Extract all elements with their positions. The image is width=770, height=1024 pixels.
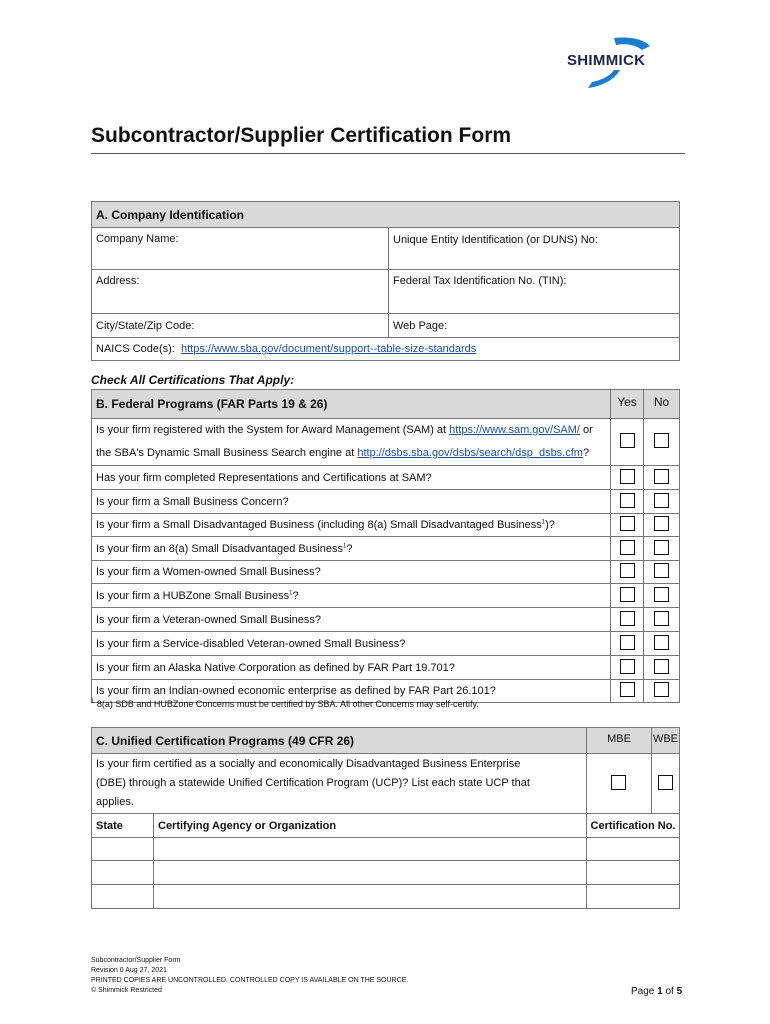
q4-suffix: )? [545, 519, 555, 531]
q11-no-checkbox[interactable] [654, 682, 669, 697]
agency-cell-1[interactable] [154, 838, 587, 861]
q4-footnote: 1 [541, 519, 546, 526]
check-all-heading: Check All Certifications That Apply: [91, 373, 295, 387]
city-state-zip-field[interactable] [92, 314, 389, 338]
naics-link[interactable]: https://www.sba.gov/document/support--table-size-standards [180, 343, 477, 355]
q11-yes-checkbox[interactable] [620, 682, 635, 697]
q8-no-checkbox[interactable] [654, 611, 669, 626]
footnote [91, 699, 479, 709]
q10-no-checkbox[interactable] [654, 659, 669, 674]
question-dbe [92, 754, 587, 814]
page-current: 1 [657, 986, 663, 997]
q4-no-checkbox[interactable] [654, 516, 669, 531]
dbe-line-2: (DBE) through a statewide Unified Certification Program (UCP)? List each state UCP that [96, 777, 530, 789]
q10-yes-checkbox[interactable] [620, 659, 635, 674]
address-label: Address: [96, 275, 140, 287]
question-women-owned: Is your firm a Women-owned Small Business? [92, 561, 611, 584]
q6-yes-checkbox[interactable] [620, 563, 635, 578]
question-sdb [92, 514, 611, 537]
dbe-line-1: Is your firm certified as a socially and economically Disadvantaged Business Enterprise [96, 758, 521, 770]
web-page-field[interactable] [389, 314, 680, 338]
company-name-field[interactable] [92, 228, 389, 270]
question-service-disabled: Is your firm a Service-disabled Veteran-owned Small Business? [92, 632, 611, 656]
q7-suffix: ? [292, 589, 299, 602]
footer-form-name: Subcontractor/Supplier Form [91, 957, 181, 964]
mbe-column-header: MBE [586, 728, 651, 754]
footer-copyright: © Shimmick Restricted [91, 987, 162, 994]
q1-text-1: Is your firm registered with the System for Award Management (SAM) at [96, 424, 450, 436]
question-8a [92, 537, 611, 561]
question-reps-certs: Has your firm completed Representations and Certifications at SAM? [92, 466, 611, 490]
cert-cell-1[interactable] [586, 838, 679, 861]
footer [91, 956, 408, 996]
q1-no-checkbox[interactable] [654, 433, 669, 448]
q5-no-checkbox[interactable] [654, 540, 669, 555]
question-small-business: Is your firm a Small Business Concern? [92, 490, 611, 514]
q1-text-3: the SBA's Dynamic Small Business Search engine at [96, 447, 358, 459]
logo-text: SHIMMICK [567, 52, 646, 69]
question-alaska-native: Is your firm an Alaska Native Corporation as defined by FAR Part 19.701? [92, 656, 611, 680]
unique-entity-field[interactable] [389, 228, 680, 270]
q1-text-2: or [579, 424, 593, 436]
q1-text-4: ? [582, 447, 590, 459]
q1-yes-checkbox[interactable] [620, 433, 635, 448]
q9-yes-checkbox[interactable] [620, 635, 635, 650]
q2-no-checkbox[interactable] [654, 469, 669, 484]
q3-no-checkbox[interactable] [654, 493, 669, 508]
q5-suffix: ? [346, 542, 353, 555]
q5-footnote: 1 [343, 542, 347, 549]
cert-no-column-header: Certification No. [586, 814, 679, 838]
question-veteran-owned: Is your firm a Veteran-owned Small Business? [92, 608, 611, 632]
wbe-checkbox[interactable] [658, 775, 673, 790]
company-logo [562, 36, 666, 90]
company-identification-table [91, 201, 680, 361]
cert-cell-3[interactable] [586, 885, 679, 909]
mbe-checkbox[interactable] [611, 775, 626, 790]
footer-uncontrolled-note: PRINTED COPIES ARE UNCONTROLLED. CONTROLLED COPY IS AVAILABLE ON THE SOURCE. [91, 977, 409, 984]
page-number [631, 986, 682, 997]
section-c-heading: C. Unified Certification Programs (49 CFR 26) [92, 728, 587, 754]
page-prefix: Page [631, 986, 658, 997]
section-a-heading: A. Company Identification [92, 202, 680, 228]
agency-column-header: Certifying Agency or Organization [154, 814, 587, 838]
no-column-header: No [644, 390, 680, 419]
wbe-column-header: WBE [651, 728, 679, 754]
address-field[interactable] [92, 270, 389, 314]
footnote-text: 8(a) SDB and HUBZone Concerns must be certified by SBA. All other Concerns may self-certify. [94, 699, 479, 709]
q7-yes-checkbox[interactable] [620, 587, 635, 602]
q4-text: Is your firm a Small Disadvantaged Business (including 8(a) Small Disadvantaged Business [96, 519, 542, 531]
q9-no-checkbox[interactable] [654, 635, 669, 650]
question-indian-owned: Is your firm an Indian-owned economic enterprise as defined by FAR Part 26.101? [92, 680, 611, 703]
page-of: of [662, 986, 677, 997]
state-cell-2[interactable] [92, 861, 154, 885]
footnote-mark: 1 [91, 699, 95, 705]
q8-yes-checkbox[interactable] [620, 611, 635, 626]
sam-link[interactable]: https://www.sam.gov/SAM/ [449, 424, 580, 436]
section-b-heading: B. Federal Programs (FAR Parts 19 & 26) [92, 390, 611, 419]
unique-entity-label: Unique Entity Identification (or DUNS) No: [393, 234, 598, 246]
naics-label: NAICS Code(s): [96, 343, 175, 355]
web-label: Web Page: [393, 319, 448, 332]
q7-no-checkbox[interactable] [654, 587, 669, 602]
q6-no-checkbox[interactable] [654, 563, 669, 578]
state-cell-3[interactable] [92, 885, 154, 909]
naics-row [92, 338, 680, 361]
company-name-label: Company Name: [96, 233, 179, 245]
federal-programs-table [91, 389, 680, 703]
q2-yes-checkbox[interactable] [620, 469, 635, 484]
ucp-table [91, 727, 680, 909]
page-total: 5 [676, 986, 683, 997]
q7-text: Is your firm a HUBZone Small Business [96, 589, 290, 602]
dsbs-link[interactable]: http://dsbs.sba.gov/dsbs/search/dsp_dsbs.cfm [357, 447, 583, 459]
page-title: Subcontractor/Supplier Certification Form [91, 124, 512, 147]
state-cell-1[interactable] [92, 838, 154, 861]
q7-footnote: 1 [289, 589, 293, 596]
title-divider [91, 153, 685, 154]
q5-text: Is your firm an 8(a) Small Disadvantaged Business [96, 542, 343, 555]
cert-cell-2[interactable] [586, 861, 679, 885]
question-hubzone [92, 584, 611, 608]
city-label: City/State/Zip Code: [96, 319, 195, 332]
q5-yes-checkbox[interactable] [620, 540, 635, 555]
agency-cell-2[interactable] [154, 861, 587, 885]
tin-field[interactable] [389, 270, 680, 314]
footer-revision: Revision 0 Aug 27, 2021 [91, 967, 167, 974]
question-sam-registration [92, 419, 611, 466]
state-column-header: State [92, 814, 154, 838]
q4-yes-checkbox[interactable] [620, 516, 635, 531]
agency-cell-3[interactable] [154, 885, 587, 909]
tin-label: Federal Tax Identification No. (TIN): [393, 275, 567, 287]
dbe-line-3: applies. [96, 796, 134, 808]
q3-yes-checkbox[interactable] [620, 493, 635, 508]
yes-column-header: Yes [611, 390, 644, 419]
